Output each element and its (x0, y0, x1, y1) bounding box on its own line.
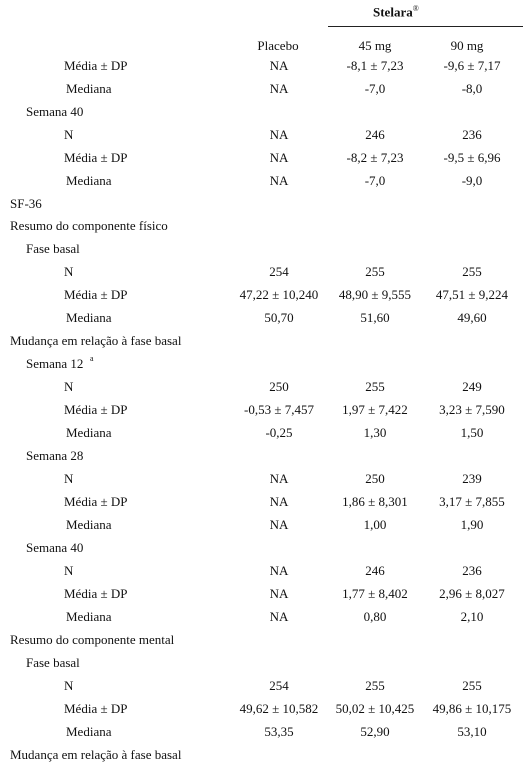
table-row (0, 264, 531, 284)
table-row (0, 402, 531, 422)
table-cell: 3,23 ± 7,590 (439, 402, 505, 417)
table-row (0, 517, 531, 537)
table-row (0, 104, 531, 124)
table-row (0, 310, 531, 330)
table-cell: 236 (462, 563, 482, 578)
table-cell: 254 (269, 264, 289, 279)
row-label: Semana 40 (26, 104, 84, 119)
row-label: Média ± DP (64, 494, 128, 509)
registered-mark: ® (412, 4, 419, 13)
table-cell: NA (269, 58, 289, 73)
table-row (0, 724, 531, 744)
table-cell: 50,02 ± 10,425 (335, 701, 415, 716)
table-row (0, 655, 531, 675)
table-row (0, 196, 531, 216)
table-cell: NA (269, 586, 289, 601)
table-cell: 0,80 (363, 609, 387, 624)
table-row (0, 448, 531, 468)
table-cell: -8,1 ± 7,23 (346, 58, 404, 73)
table-cell: -7,0 (364, 173, 386, 188)
row-label: Mediana (66, 425, 112, 440)
column-header-45mg: 45 mg (358, 38, 392, 53)
table-cell: 3,17 ± 7,855 (439, 494, 505, 509)
footnote-marker: a (90, 354, 94, 363)
table-row (0, 218, 531, 238)
table-cell: 47,22 ± 10,240 (239, 287, 319, 302)
table-row (0, 58, 531, 78)
table-cell: NA (269, 609, 289, 624)
row-label: Resumo do componente físico (10, 218, 168, 233)
table-cell: 51,60 (360, 310, 390, 325)
table-row (0, 287, 531, 307)
table-row (0, 150, 531, 170)
table-cell: 49,60 (457, 310, 487, 325)
table-cell: 48,90 ± 9,555 (338, 287, 412, 302)
row-label: Semana 28 (26, 448, 84, 463)
row-label: Semana 40 (26, 540, 84, 555)
table-row (0, 563, 531, 583)
table-cell: -0,53 ± 7,457 (244, 402, 314, 417)
row-label: Mudança em relação à fase basal (10, 747, 182, 762)
table-cell: 236 (462, 127, 482, 142)
table-row (0, 81, 531, 101)
row-label: Mediana (66, 609, 112, 624)
table-row (0, 701, 531, 721)
row-label: Resumo do componente mental (10, 632, 175, 647)
table-cell: -8,2 ± 7,23 (346, 150, 404, 165)
row-label: Fase basal (26, 655, 80, 670)
table-cell: 2,10 (460, 609, 484, 624)
table-cell: 246 (365, 563, 385, 578)
table-cell: 2,96 ± 8,027 (439, 586, 505, 601)
table-row (0, 425, 531, 445)
table-cell: -0,25 (265, 425, 293, 440)
table-cell: 250 (269, 379, 289, 394)
table-cell: 49,86 ± 10,175 (432, 701, 512, 716)
row-label: Mediana (66, 81, 112, 96)
table-cell: -9,5 ± 6,96 (443, 150, 501, 165)
table-cell: 239 (462, 471, 482, 486)
table-cell: -9,0 (461, 173, 483, 188)
table-cell: 53,35 (264, 724, 294, 739)
table-row (0, 356, 531, 376)
row-label: Mudança em relação à fase basal (10, 333, 182, 348)
row-label: N (64, 471, 74, 486)
column-group-rule (328, 26, 523, 27)
table-row (0, 540, 531, 560)
row-label: Média ± DP (64, 58, 128, 73)
table-cell: NA (269, 563, 289, 578)
row-label: Média ± DP (64, 287, 128, 302)
table-cell: 255 (365, 678, 385, 693)
table-row (0, 127, 531, 147)
table-cell: 255 (365, 264, 385, 279)
table-cell: -9,6 ± 7,17 (443, 58, 501, 73)
table-cell: 250 (365, 471, 385, 486)
row-label: Mediana (66, 724, 112, 739)
row-label: N (64, 127, 74, 142)
table-cell: 1,97 ± 7,422 (342, 402, 408, 417)
row-label: N (64, 264, 74, 279)
table-row (0, 747, 531, 767)
row-label: Média ± DP (64, 402, 128, 417)
row-label: Mediana (66, 517, 112, 532)
table-cell: 1,00 (363, 517, 387, 532)
table-cell: 1,50 (460, 425, 484, 440)
table-cell: NA (269, 173, 289, 188)
table-row (0, 632, 531, 652)
table-row (0, 379, 531, 399)
row-label: N (64, 563, 74, 578)
row-label: Média ± DP (64, 701, 128, 716)
table-cell: NA (269, 150, 289, 165)
row-label: Média ± DP (64, 586, 128, 601)
table-cell: 47,51 ± 9,224 (435, 287, 509, 302)
table-row (0, 241, 531, 261)
table-cell: NA (269, 494, 289, 509)
table-cell: 254 (269, 678, 289, 693)
table-cell: NA (269, 127, 289, 142)
table-cell: NA (269, 81, 289, 96)
table-cell: 255 (365, 379, 385, 394)
table-cell: 1,30 (363, 425, 387, 440)
row-label: N (64, 379, 74, 394)
row-label: Fase basal (26, 241, 80, 256)
table-cell: NA (269, 471, 289, 486)
table-cell: 246 (365, 127, 385, 142)
row-label: Média ± DP (64, 150, 128, 165)
table-row (0, 173, 531, 193)
table-cell: 49,62 ± 10,582 (239, 701, 319, 716)
row-label: Mediana (66, 310, 112, 325)
table-row (0, 678, 531, 698)
table-row (0, 333, 531, 353)
table-row (0, 471, 531, 491)
table-cell: 255 (462, 264, 482, 279)
table-cell: 249 (462, 379, 482, 394)
table-row (0, 494, 531, 514)
column-header-90mg: 90 mg (450, 38, 484, 53)
table-cell: 53,10 (457, 724, 487, 739)
table-cell: 1,86 ± 8,301 (342, 494, 408, 509)
table-cell: -7,0 (364, 81, 386, 96)
row-label: SF-36 (10, 196, 42, 211)
table-cell: NA (269, 517, 289, 532)
table-cell: -8,0 (461, 81, 483, 96)
row-label: N (64, 678, 74, 693)
table-row (0, 586, 531, 606)
table-row (0, 609, 531, 629)
table-cell: 1,77 ± 8,402 (342, 586, 408, 601)
row-label: Mediana (66, 173, 112, 188)
table-cell: 1,90 (460, 517, 484, 532)
table-cell: 50,70 (264, 310, 294, 325)
row-label: Semana 12 (26, 356, 84, 371)
column-group-header (373, 4, 419, 20)
table-cell: 255 (462, 678, 482, 693)
table-cell: 52,90 (360, 724, 390, 739)
brand-name: Stelara (373, 4, 413, 20)
column-header-placebo: Placebo (257, 38, 299, 53)
